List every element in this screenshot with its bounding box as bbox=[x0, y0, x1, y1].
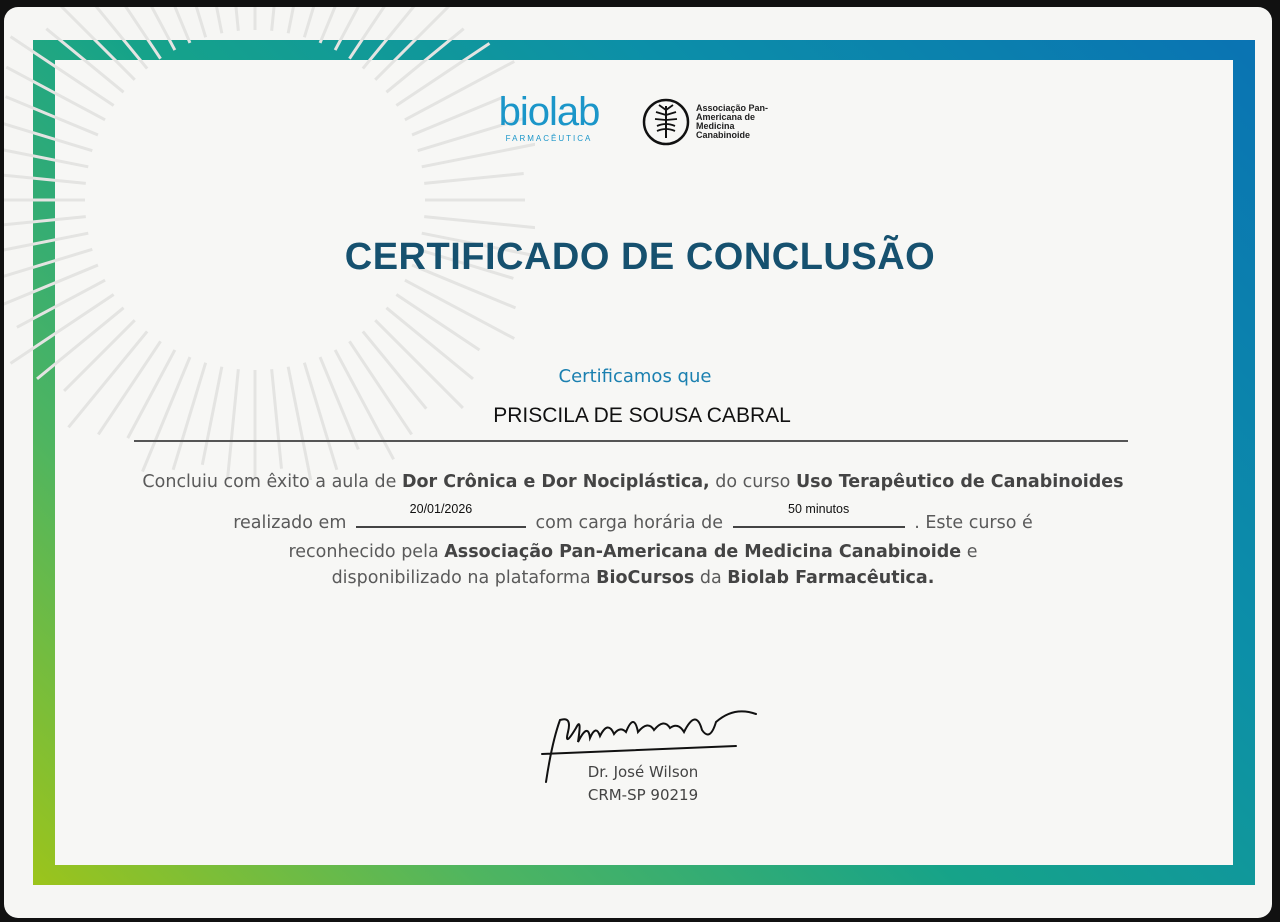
line1-prefix: Concluiu com êxito a aula de bbox=[142, 472, 402, 492]
sunburst-ray bbox=[226, 7, 238, 31]
sunburst-ray bbox=[422, 143, 535, 167]
sunburst-ray bbox=[386, 29, 463, 92]
line4-prefix: disponibilizado na plataforma bbox=[331, 568, 597, 588]
biolab-logo bbox=[489, 92, 609, 143]
duration-field bbox=[733, 502, 905, 528]
course-name: Uso Terapêutico de Canabinoides bbox=[795, 472, 1124, 492]
association-name: Associação Pan-Americana de Medicina Canabinoide bbox=[444, 542, 962, 562]
association-logo-text: Associação Pan-Americana de Medicina Canabinoide bbox=[696, 103, 769, 140]
body-line-3 bbox=[0, 542, 1266, 562]
sunburst-ray bbox=[424, 174, 524, 184]
sunburst-ray bbox=[4, 145, 88, 167]
platform-name: BioCursos bbox=[596, 568, 695, 588]
duration-value: 50 minutos bbox=[788, 502, 850, 516]
line3-suffix: e bbox=[961, 542, 978, 562]
date-field bbox=[356, 502, 526, 528]
body-line-2 bbox=[0, 502, 1266, 533]
sunburst-ray bbox=[46, 29, 123, 92]
cannabis-leaf-icon bbox=[642, 98, 690, 146]
sunburst-ray bbox=[17, 280, 105, 327]
certificate-intro: Certificamos que bbox=[558, 366, 712, 387]
line2-prefix: realizado em bbox=[233, 513, 347, 533]
line4-middle: da bbox=[694, 568, 728, 588]
signer-crm: CRM-SP 90219 bbox=[587, 786, 699, 804]
certificate-title: CERTIFICADO DE CONCLUSÃO bbox=[344, 236, 936, 278]
sunburst-ray bbox=[4, 174, 86, 184]
sunburst-ray bbox=[272, 7, 283, 31]
recipient-name: PRISCILA DE SOUSA CABRAL bbox=[493, 404, 791, 427]
sunburst-ray bbox=[4, 115, 92, 151]
sunburst-ray bbox=[6, 67, 105, 120]
biolab-logo-sub: FARMACÊUTICA bbox=[505, 134, 593, 143]
sunburst-ray bbox=[68, 7, 147, 69]
association-logo bbox=[642, 98, 776, 146]
sunburst-ray bbox=[396, 294, 479, 350]
body-line-1 bbox=[0, 472, 1266, 492]
sunburst-ray bbox=[142, 7, 189, 43]
line1-middle: do curso bbox=[709, 472, 796, 492]
line2-suffix: . Este curso é bbox=[914, 513, 1033, 533]
sunburst-ray bbox=[4, 217, 86, 228]
body-line-4 bbox=[0, 568, 1266, 588]
signer-name: Dr. José Wilson bbox=[587, 763, 699, 781]
recipient-underline bbox=[134, 440, 1128, 442]
sunburst-ray bbox=[363, 7, 434, 69]
lesson-name: Dor Crônica e Dor Nociplástica, bbox=[401, 472, 710, 492]
line2-middle: com carga horária de bbox=[535, 513, 724, 533]
company-name: Biolab Farmacêutica. bbox=[727, 568, 935, 588]
biolab-logo-word: biolab bbox=[498, 90, 600, 134]
line3-prefix: reconhecido pela bbox=[288, 542, 445, 562]
sunburst-ray bbox=[424, 217, 535, 228]
date-value: 20/01/2026 bbox=[409, 502, 473, 516]
